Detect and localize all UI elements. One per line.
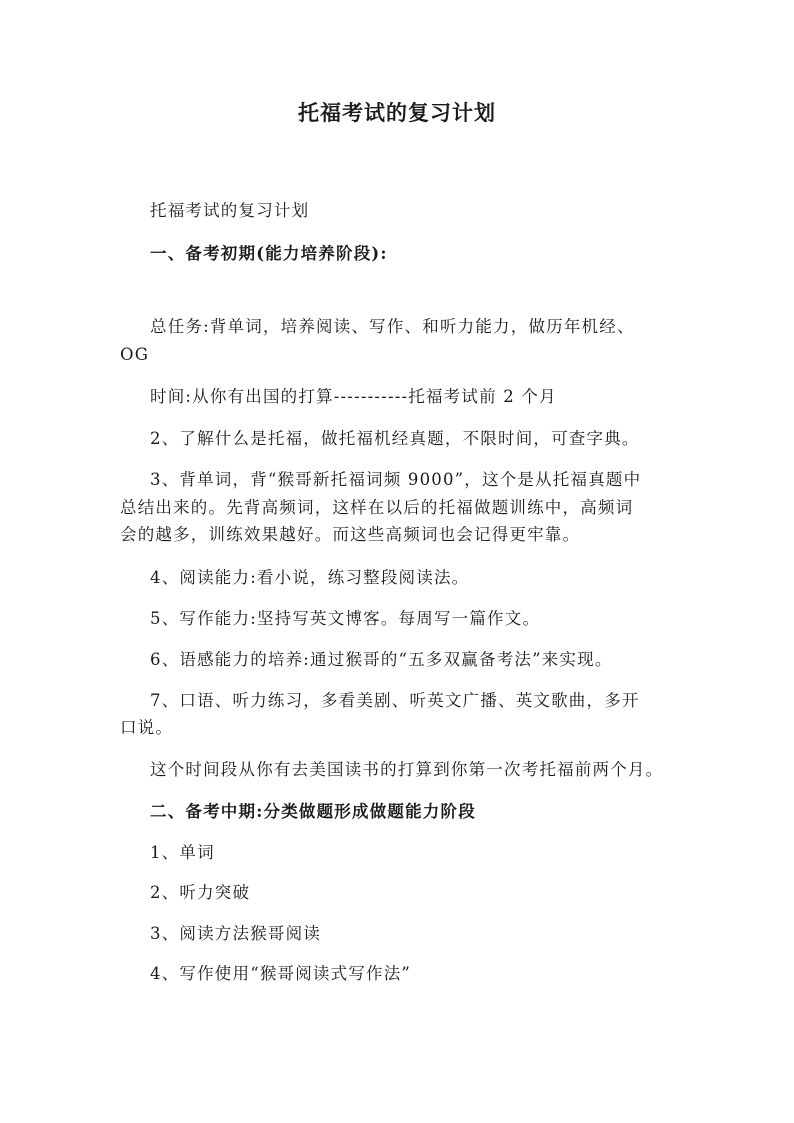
task-paragraph-line: OG [120,345,150,364]
document-title: 托福考试的复习计划 [298,100,496,125]
item-2-line: 2、了解什么是托福，做托福机经真题，不限时间，可查字典。 [150,429,640,448]
section1-heading: 一、备考初期(能力培养阶段): [150,244,388,263]
section2-list-item: 2、听力突破 [150,883,251,902]
section2-list-item: 3、阅读方法猴哥阅读 [150,924,321,943]
item-7-line: 口说。 [120,718,174,737]
section2-heading: 二、备考中期:分类做题形成做题能力阶段 [150,802,476,821]
intro-line: 托福考试的复习计划 [150,201,310,220]
item-3-line: 3、背单词，背“猴哥新托福词频 9000”，这个是从托福真题中 [150,470,642,489]
section1-summary: 这个时间段从你有去美国读书的打算到你第一次考托福前两个月。 [150,760,664,779]
section2-list-item: 1、单词 [150,843,215,862]
section2-list-item: 4、写作使用“猴哥阅读式写作法” [150,964,412,983]
task-paragraph-line: 总任务:背单词，培养阅读、写作、和听力能力，做历年机经、 [150,317,635,336]
item-6-line: 6、语感能力的培养:通过猴哥的“五多双赢备考法”来实现。 [150,650,613,669]
item-7-line: 7、口语、听力练习，多看美剧、听英文广播、英文歌曲，多开 [150,691,640,710]
time-paragraph: 时间:从你有出国的打算-----------托福考试前 2 个月 [150,387,557,406]
item-5-line: 5、写作能力:坚持写英文博客。每周写一篇作文。 [150,609,541,628]
item-4-line: 4、阅读能力:看小说，练习整段阅读法。 [150,568,470,587]
item-3-line: 会的越多，训练效果越好。而这些高频词也会记得更牢靠。 [120,525,581,544]
item-3-line: 总结出来的。先背高频词，这样在以后的托福做题训练中，高频词 [120,498,634,517]
